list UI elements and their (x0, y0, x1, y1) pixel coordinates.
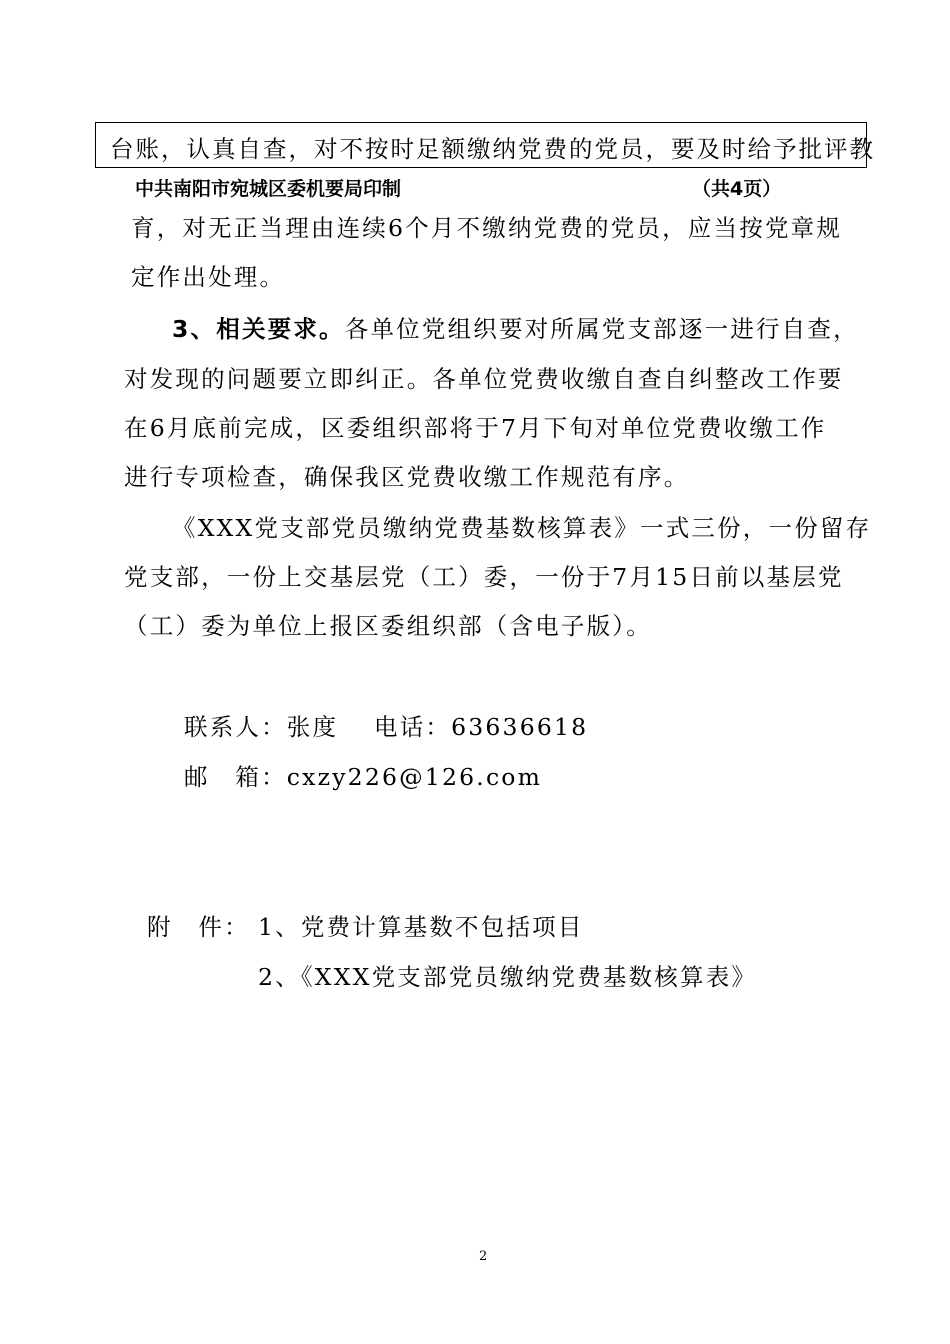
attachments-label: 附 件： (147, 913, 250, 941)
contact-email: 邮 箱：cxzy226@126.com (184, 763, 543, 791)
boxed-text: 台账，认真自查，对不按时足额缴纳党费的党员，要及时给予批评教 (110, 135, 875, 163)
paragraph-line: 进行专项检查，确保我区党费收缴工作规范有序。 (124, 463, 690, 491)
paragraph-line: 育，对无正当理由连续6个月不缴纳党费的党员，应当按党章规 (131, 214, 843, 242)
paragraph-line: 党支部，一份上交基层党（工）委，一份于7月15日前以基层党 (124, 563, 844, 591)
paragraph-line (172, 310, 859, 344)
paragraph-line: 《XXX党支部党员缴纳党费基数核算表》一式三份，一份留存 (172, 514, 872, 542)
page-count-label: （共4页） (692, 178, 782, 200)
paragraph-line: 在6月底前完成，区委组织部将于7月下旬对单位党费收缴工作 (124, 414, 827, 442)
paragraph-line: 对发现的问题要立即纠正。各单位党费收缴自查自纠整改工作要 (124, 365, 844, 393)
contact-person: 联系人：张度 (184, 713, 339, 741)
paragraph-line: 定作出处理。 (131, 263, 286, 291)
attachment-item: 2、《XXX党支部党员缴纳党费基数核算表》 (258, 963, 758, 991)
boxed-text-line (95, 122, 875, 168)
page-number: 2 (479, 1249, 488, 1264)
section-heading: 3、相关要求。 (172, 315, 345, 343)
attachment-item: 1、党费计算基数不包括项目 (258, 913, 584, 941)
print-org-label: 中共南阳市宛城区委机要局印制 (135, 178, 402, 200)
paragraph-line: （工）委为单位上报区委组织部（含电子版）。 (124, 612, 652, 640)
paragraph-text: 各单位党组织要对所属党支部逐一进行自查， (344, 315, 859, 343)
contact-phone: 电话：63636618 (374, 713, 589, 741)
